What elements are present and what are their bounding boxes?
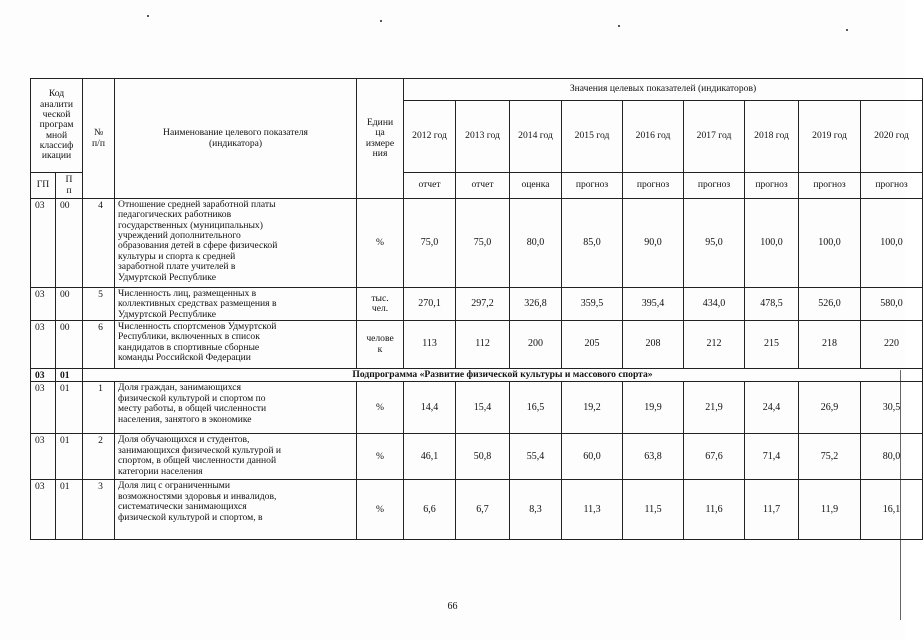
year-header: 2014 год <box>510 101 562 173</box>
value-cell: 46,1 <box>404 434 456 480</box>
indicators-table <box>30 78 923 540</box>
year-header: 2019 год <box>799 101 861 173</box>
unit-cell <box>357 321 404 369</box>
subprogram-gp-cell: 03 <box>31 369 56 382</box>
text-line: Численность лиц, размещенных в <box>118 288 257 299</box>
value-cell: 11,3 <box>562 480 623 540</box>
value-cell: 205 <box>562 321 623 369</box>
row-number-cell: 3 <box>83 480 115 540</box>
scan-speck <box>147 15 149 17</box>
text-line: команды Российской Федерации <box>118 352 251 364</box>
value-cell: 19,2 <box>562 382 623 434</box>
indicator-name-cell <box>115 321 357 369</box>
gp-code-cell: 03 <box>31 480 56 540</box>
text-line: заработной плате учителей в <box>118 261 236 273</box>
unit-cell <box>357 382 404 434</box>
text-line: населения, занятого в экономике <box>118 413 252 425</box>
value-cell: 21,9 <box>684 382 745 434</box>
value-cell: 208 <box>623 321 684 369</box>
text-line: коллективных средствах размещения в <box>118 298 277 310</box>
gp-code-cell: 03 <box>31 434 56 480</box>
text-line: П <box>65 174 73 186</box>
row-number-header-label <box>83 128 114 149</box>
value-cell: 270,1 <box>404 288 456 321</box>
value-cell: 359,5 <box>562 288 623 321</box>
value-cell: 580,0 <box>861 288 923 321</box>
unit-cell <box>357 434 404 480</box>
unit-label <box>357 505 403 515</box>
unit-cell <box>357 288 404 321</box>
table-row <box>31 382 923 434</box>
status-header: отчет <box>456 173 510 199</box>
text-line: п/п <box>92 137 105 149</box>
status-header: прогноз <box>623 173 684 199</box>
pp-code-cell: 01 <box>56 480 83 540</box>
status-header: прогноз <box>861 173 923 199</box>
scan-speck <box>380 20 382 22</box>
text-line: к <box>377 343 383 355</box>
value-cell: 75,0 <box>404 199 456 288</box>
unit-cell <box>357 199 404 288</box>
text-line: кандидатов в спортивные сборные <box>118 341 260 353</box>
pp-code-cell: 01 <box>56 434 83 480</box>
text-line: % <box>376 401 385 413</box>
value-cell: 26,9 <box>799 382 861 434</box>
value-cell: 14,4 <box>404 382 456 434</box>
value-cell: 113 <box>404 321 456 369</box>
status-header: прогноз <box>562 173 623 199</box>
value-cell: 11,6 <box>684 480 745 540</box>
text-line: Доля обучающихся и студентов, <box>118 434 250 446</box>
table-row <box>31 288 923 321</box>
indicator-name-cell <box>115 480 357 540</box>
year-header: 2018 год <box>745 101 799 173</box>
value-cell: 16,1 <box>861 480 923 540</box>
text-line: категории населения <box>118 465 203 477</box>
pp-header <box>56 173 83 199</box>
subprogram-pp-cell: 01 <box>56 369 83 382</box>
text-line: Численность спортсменов Удмуртской <box>118 321 277 333</box>
text-line: п <box>66 184 72 196</box>
year-header: 2016 год <box>623 101 684 173</box>
gp-code-cell: 03 <box>31 288 56 321</box>
value-cell: 75,2 <box>799 434 861 480</box>
row-number-cell: 2 <box>83 434 115 480</box>
indicator-name-cell <box>115 382 357 434</box>
scan-speck <box>618 25 620 27</box>
year-header: 2017 год <box>684 101 745 173</box>
text-line: Код <box>48 88 65 100</box>
row-number-header <box>83 79 115 199</box>
row-number-cell: 5 <box>83 288 115 321</box>
text-line: спортом, в общей численности данной <box>118 455 277 467</box>
row-number-cell: 4 <box>83 199 115 288</box>
value-cell: 100,0 <box>861 199 923 288</box>
value-cell: 6,6 <box>404 480 456 540</box>
indicator-name-header <box>115 79 357 199</box>
text-line: Доля лиц с ограниченными <box>118 480 230 492</box>
text-line: % <box>376 450 385 462</box>
scan-speck <box>846 29 848 31</box>
value-cell: 11,5 <box>623 480 684 540</box>
text-line: учреждений дополнительного <box>118 230 241 242</box>
text-line: возможностями здоровья и инвалидов, <box>118 490 277 502</box>
values-header <box>404 79 923 101</box>
gp-header <box>31 173 56 199</box>
text-line: Удмуртской Республике <box>118 308 216 320</box>
value-cell: 80,0 <box>510 199 562 288</box>
value-cell: 218 <box>799 321 861 369</box>
text-line: Республики, включенных в список <box>118 331 260 343</box>
gp-code-cell: 03 <box>31 382 56 434</box>
value-cell: 200 <box>510 321 562 369</box>
text-line: физической культурой и спортом, в <box>118 511 263 523</box>
text-line: образования детей в сфере физической <box>118 240 278 252</box>
value-cell: 215 <box>745 321 799 369</box>
value-cell: 67,6 <box>684 434 745 480</box>
text-line: Доля граждан, занимающихся <box>118 382 241 394</box>
indicator-name <box>118 200 354 283</box>
value-cell: 8,3 <box>510 480 562 540</box>
value-cell: 112 <box>456 321 510 369</box>
gp-header-label: ГП <box>36 179 50 191</box>
year-header: 2012 год <box>404 101 456 173</box>
text-line: занимающихся физической культурой и <box>118 444 282 456</box>
value-cell: 80,0 <box>861 434 923 480</box>
pp-header-label <box>56 175 82 196</box>
text-line: мной <box>45 129 68 141</box>
unit-label <box>357 334 403 355</box>
indicator-name <box>118 435 354 476</box>
value-cell: 478,5 <box>745 288 799 321</box>
indicator-name-cell <box>115 288 357 321</box>
text-line: ца <box>375 127 385 139</box>
values-header-label: Значения целевых показателей (индикаторов) <box>569 83 757 95</box>
table-row <box>31 434 923 480</box>
value-cell: 11,7 <box>745 480 799 540</box>
value-cell: 11,9 <box>799 480 861 540</box>
text-line: измере <box>365 137 395 149</box>
pp-code-cell: 00 <box>56 199 83 288</box>
unit-label <box>357 294 403 315</box>
value-cell: 395,4 <box>623 288 684 321</box>
unit-header <box>357 79 404 199</box>
status-header: прогноз <box>684 173 745 199</box>
value-cell: 526,0 <box>799 288 861 321</box>
value-cell: 60,0 <box>562 434 623 480</box>
unit-cell <box>357 480 404 540</box>
value-cell: 100,0 <box>799 199 861 288</box>
status-header: отчет <box>404 173 456 199</box>
text-line: челове <box>366 333 394 345</box>
table-row <box>31 321 923 369</box>
value-cell: 212 <box>684 321 745 369</box>
year-header: 2015 год <box>562 101 623 173</box>
text-line: государственных (муниципальных) <box>118 219 263 231</box>
pp-code-cell: 00 <box>56 288 83 321</box>
value-cell: 434,0 <box>684 288 745 321</box>
text-line: Удмуртской Республике <box>118 271 216 283</box>
value-cell: 6,7 <box>456 480 510 540</box>
value-cell: 55,4 <box>510 434 562 480</box>
indicator-name <box>118 322 354 363</box>
value-cell: 75,0 <box>456 199 510 288</box>
text-line: месту работы, в общей численности <box>118 403 267 415</box>
text-line: тыс. <box>371 292 389 304</box>
unit-label <box>357 452 403 462</box>
text-line: классиф <box>39 140 74 152</box>
status-header: оценка <box>510 173 562 199</box>
text-line: икации <box>41 150 72 162</box>
value-cell: 95,0 <box>684 199 745 288</box>
unit-label <box>357 403 403 413</box>
value-cell: 297,2 <box>456 288 510 321</box>
text-line: № <box>93 127 104 139</box>
value-cell: 19,9 <box>623 382 684 434</box>
value-cell: 30,5 <box>861 382 923 434</box>
status-header: прогноз <box>799 173 861 199</box>
status-header: прогноз <box>745 173 799 199</box>
value-cell: 16,5 <box>510 382 562 434</box>
year-header: 2020 год <box>861 101 923 173</box>
pp-code-cell: 00 <box>56 321 83 369</box>
value-cell: 24,4 <box>745 382 799 434</box>
value-cell: 220 <box>861 321 923 369</box>
text-line: педагогических работников <box>118 209 232 221</box>
text-line: % <box>376 236 385 248</box>
value-cell: 50,8 <box>456 434 510 480</box>
unit-label <box>357 238 403 248</box>
row-number-cell: 1 <box>83 382 115 434</box>
text-line: програм <box>39 119 74 131</box>
text-line: Наименование целевого показателя <box>163 127 308 139</box>
text-line: Едини <box>366 116 394 128</box>
text-line: чел. <box>371 303 389 315</box>
row-number-cell: 6 <box>83 321 115 369</box>
text-line: ческой <box>42 108 71 120</box>
code-header-label <box>31 89 82 162</box>
value-cell: 15,4 <box>456 382 510 434</box>
text-line: (индикатора) <box>208 137 263 149</box>
text-line: физической культурой и спортом по <box>118 392 266 404</box>
value-cell: 71,4 <box>745 434 799 480</box>
indicator-name <box>118 481 354 522</box>
year-header: 2013 год <box>456 101 510 173</box>
value-cell: 85,0 <box>562 199 623 288</box>
text-line: систематически занимающихся <box>118 501 247 513</box>
pp-code-cell: 01 <box>56 382 83 434</box>
text-line: ния <box>372 147 388 159</box>
unit-header-label <box>357 118 403 159</box>
page-number: 66 <box>447 601 458 612</box>
text-line: культуры и спорта к средней <box>118 250 236 262</box>
indicator-name <box>118 383 354 424</box>
value-cell: 326,8 <box>510 288 562 321</box>
indicator-name <box>118 289 354 320</box>
indicator-name-cell <box>115 199 357 288</box>
indicator-name-cell <box>115 434 357 480</box>
gp-code-cell: 03 <box>31 199 56 288</box>
subprogram-row <box>31 369 923 382</box>
value-cell: 90,0 <box>623 199 684 288</box>
code-header <box>31 79 83 173</box>
value-cell: 100,0 <box>745 199 799 288</box>
table-row <box>31 480 923 540</box>
text-line: % <box>376 503 385 515</box>
text-line: аналити <box>40 98 73 110</box>
indicator-name-header-label <box>115 128 356 149</box>
table-row <box>31 199 923 288</box>
subprogram-title: Подпрограмма «Развитие физической культуры и массового спорта» <box>83 369 923 382</box>
text-line: Отношение средней заработной платы <box>118 199 276 210</box>
gp-code-cell: 03 <box>31 321 56 369</box>
value-cell: 63,8 <box>623 434 684 480</box>
